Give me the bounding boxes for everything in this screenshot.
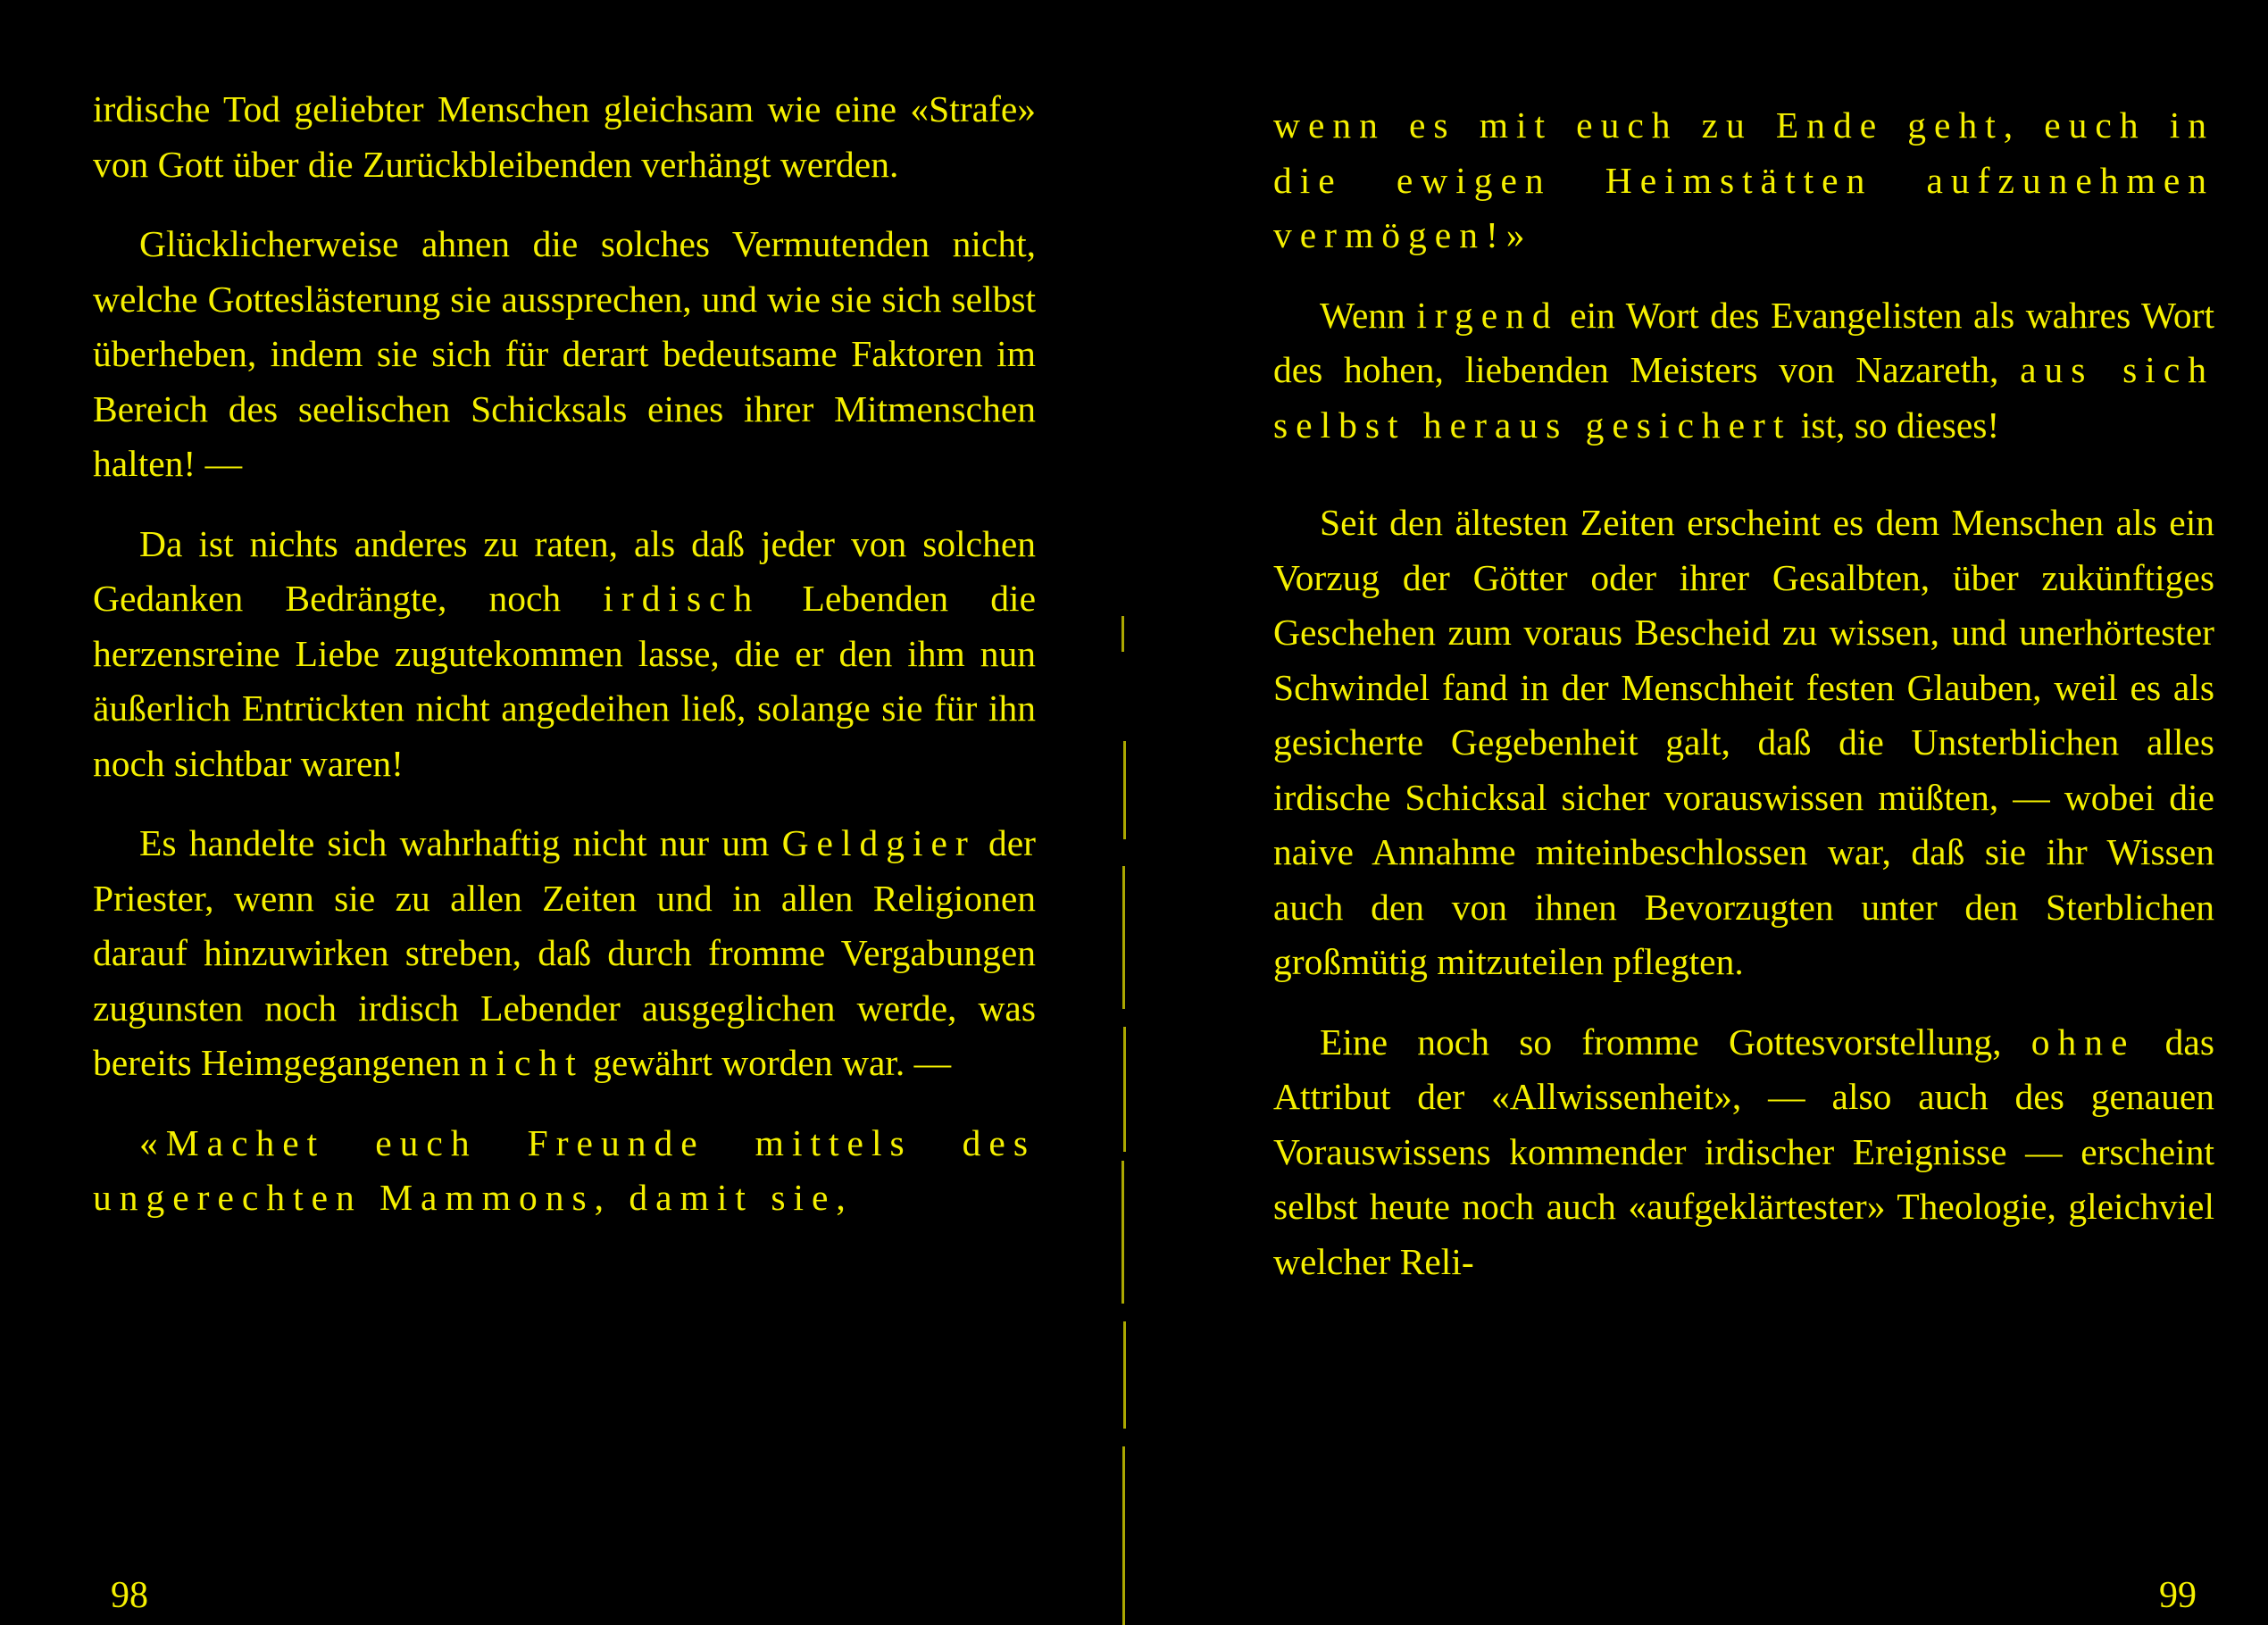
- text-run: irdische Tod geliebter Menschen gleichsam wie eine «Strafe» von Gott über die Zurückbleibenden verhängt werden.: [93, 88, 1036, 185]
- paragraph: [93, 82, 1036, 192]
- paragraph: [93, 517, 1036, 792]
- paragraph: [1273, 288, 2214, 454]
- text-run: ist, so dieses!: [1791, 404, 2000, 446]
- right-page-text: [1273, 98, 2214, 1314]
- emphasized-text: irdisch: [603, 578, 761, 619]
- left-page: [93, 0, 1036, 1625]
- emphasized-text: wenn es mit euch zu Ende geht, euch in die ewigen Heimstätten aufzunehmen vermögen!»: [1273, 104, 2214, 255]
- emphasized-text: irgend: [1416, 294, 1559, 336]
- text-run: Eine noch so fromme Gottesvorstellung,: [1320, 1021, 2031, 1062]
- text-run: Wenn: [1320, 294, 1417, 336]
- text-run: Es handelte sich wahrhaftig nicht nur um: [139, 822, 782, 863]
- emphasized-text: aus sich selbst heraus gesichert: [1273, 349, 2214, 446]
- text-run: gewährt worden war. —: [583, 1042, 952, 1083]
- text-run: Glücklicherweise ahnen die solches Vermutenden nicht, welche Gotteslästerung sie aussprechen, und wie sie sich selbst überheben, indem sie sich für derart bedeutsame Faktoren im Bereich des seelischen Schicksals eines ihrer Mitmenschen halten! —: [93, 223, 1036, 484]
- paragraph: [1273, 98, 2214, 263]
- text-run: das Attribut der «Allwissenheit», — also auch des genauen Vorauswissens kommender irdischer Ereignisse — erscheint selbst heute noch auch «aufgeklärtester» Theologie, gleichviel welcher Reli-: [1273, 1021, 2214, 1282]
- text-run: Lebenden die herzensreine Liebe zugutekommen lasse, die er den ihm nun äußerlich Entrückten nicht angedeihen ließ, solange sie für ihn noch sichtbar waren!: [93, 578, 1036, 784]
- paragraph: [1273, 1015, 2214, 1290]
- text-run: Da ist nichts anderes zu raten, als daß jeder von solchen Gedanken Bedrängte, noch: [93, 522, 1036, 619]
- page-number-left: 98: [111, 1575, 148, 1616]
- emphasized-text: «Machet euch Freunde mittels des ungerechten Mammons, damit sie,: [93, 1121, 1036, 1218]
- paragraph: [93, 1116, 1036, 1226]
- page-number-right: 99: [2159, 1575, 2197, 1616]
- book-gutter: [1118, 0, 1132, 1625]
- emphasized-text: ohne: [2030, 1021, 2136, 1062]
- right-page: [1273, 0, 2214, 1625]
- paragraph: [93, 816, 1036, 1091]
- emphasized-text: Geldgier: [781, 822, 976, 863]
- text-run: Seit den ältesten Zeiten erscheint es dem Menschen als ein Vorzug der Götter oder ihrer Gesalbten, über zukünftiges Geschehen zum voraus Bescheid zu wissen, und unerhörtester Schwindel fand in der Menschheit festen Glauben, weil es als gesicherte Gegebenheit galt, daß die Unsterblichen alles irdische Schicksal sicher vorauswissen müßten, — wobei die naive Annahme miteinbeschlossen war, daß sie ihr Wissen auch den von ihnen Bevorzugten unter den Sterblichen großmütig mitzuteilen pflegten.: [1273, 502, 2214, 982]
- paragraph: [93, 217, 1036, 492]
- text-run: ein Wort des Evangelisten als wahres Wort des hohen, liebenden Meisters von Nazareth,: [1273, 294, 2214, 390]
- text-run: der Priester, wenn sie zu allen Zeiten und in allen Religionen darauf hinzuwirken streben, daß durch fromme Vergabungen zugunsten noch irdisch Lebender ausgeglichen werde, was bereits Heimgegangenen: [93, 822, 1036, 1083]
- left-page-text: [93, 82, 1036, 1251]
- emphasized-text: nicht: [469, 1042, 584, 1083]
- paragraph: [1273, 496, 2214, 990]
